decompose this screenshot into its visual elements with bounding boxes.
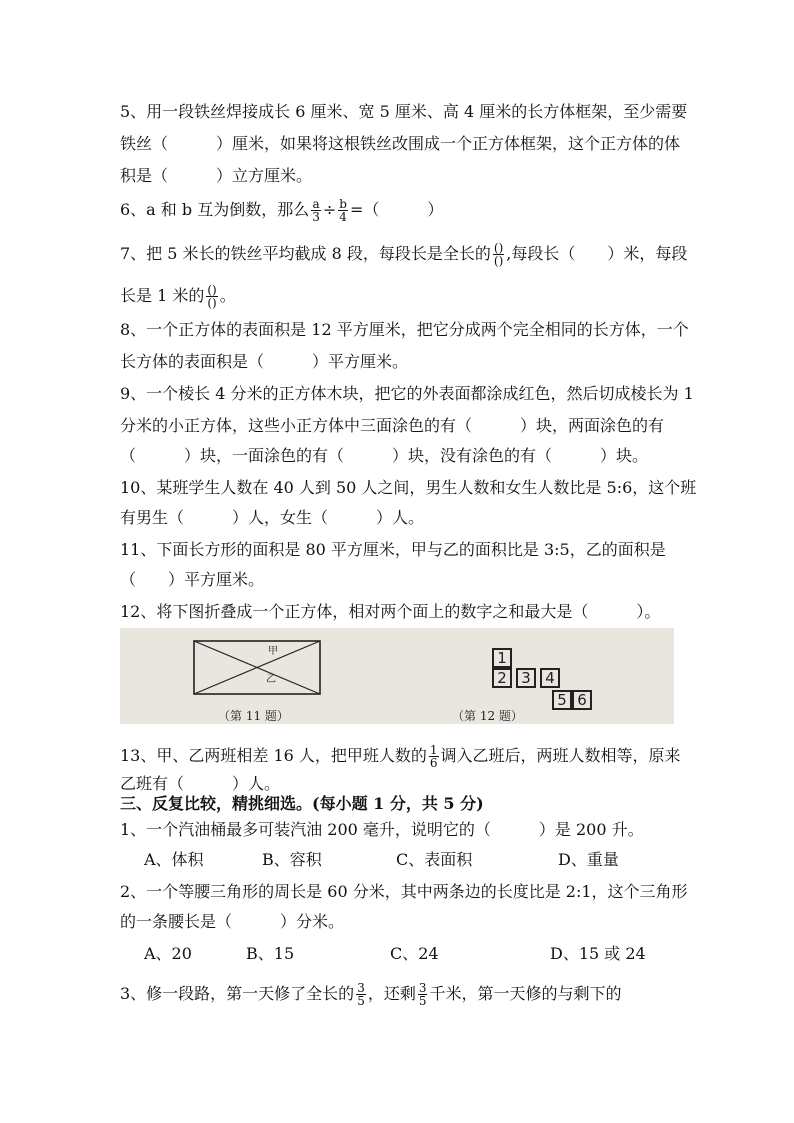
c3-frac-2-num: 3 <box>418 981 427 995</box>
c2-option-c: C、24 <box>390 944 439 963</box>
c3-pre: 3、修一段路，第一天修了全长的 <box>120 984 355 1003</box>
q6-op: ÷ <box>322 200 337 219</box>
q13-post: 调入乙班后，两班人数相等，原来 <box>440 746 681 765</box>
q13-frac-num: 1 <box>429 743 438 757</box>
c3-mid: ，还剩 <box>367 984 416 1003</box>
q13-line2: 乙班有（ ）人。 <box>120 774 281 793</box>
q9-line1: 9、一个棱长 4 分米的正方体木块，把它的外表面都涂成红色，然后切成棱长为 1 <box>120 384 694 403</box>
q12-line1: 12、将下图折叠成一个正方体，相对两个面上的数字之和最大是（ ）。 <box>120 602 661 621</box>
c2-option-b: B、15 <box>246 944 295 963</box>
net-cell-4: 4 <box>540 668 560 688</box>
c1-option-a: A、体积 <box>144 850 204 869</box>
q8-line1: 8、一个正方体的表面积是 12 平方厘米，把它分成两个完全相同的长方体，一个 <box>120 320 689 339</box>
q5-line3: 积是（ ）立方厘米。 <box>120 166 313 185</box>
c3-frac-1 <box>356 982 366 1007</box>
q11-yi-label: 乙 <box>266 674 276 685</box>
q6-frac-a <box>311 198 321 223</box>
section-3-title: 三、反复比较，精挑细选。(每小题 1 分，共 5 分) <box>120 794 484 813</box>
c3-frac-2-den: 5 <box>418 994 427 1008</box>
q9-line2: 分米的小正方体，这些小正方体中三面涂色的有（ ）块，两面涂色的有 <box>120 416 665 435</box>
q7-frac-2 <box>206 284 217 309</box>
q6-frac-a-den: 3 <box>312 210 320 224</box>
c2-option-a: A、20 <box>144 944 192 963</box>
q13-frac-den: 6 <box>429 756 438 770</box>
q6-frac-b-den: 4 <box>339 210 347 224</box>
q7-l2-post: 。 <box>219 286 236 305</box>
net-cell-6: 6 <box>572 690 592 710</box>
net-cell-1: 1 <box>492 648 512 668</box>
q10-line2: 有男生（ ）人，女生（ ）人。 <box>120 508 425 527</box>
q7-line2 <box>120 284 680 309</box>
q6-frac-b-num: b <box>339 197 347 211</box>
q11-line1: 11、下面长方形的面积是 80 平方厘米，甲与乙的面积比是 3:5，乙的面积是 <box>120 540 666 559</box>
q7-frac-1-den: () <box>493 254 504 268</box>
q5-line1: 5、用一段铁丝焊接成长 6 厘米、宽 5 厘米、高 4 厘米的长方体框架，至少需要 <box>120 102 688 121</box>
q8-line2: 长方体的表面积是（ ）平方厘米。 <box>120 352 409 371</box>
q7-post: ,每段长（ ）米，每段 <box>506 244 688 263</box>
net-cell-3: 3 <box>516 668 536 688</box>
q13-pre: 13、甲、乙两班相差 16 人，把甲班人数的 <box>120 746 427 765</box>
c3-post: 千米，第一天修的与剩下的 <box>429 984 622 1003</box>
q7-frac-2-den: () <box>207 296 217 310</box>
q13-frac <box>429 744 439 769</box>
q6-frac-b <box>338 198 348 223</box>
q11-jia-label: 甲 <box>268 646 278 657</box>
q6-post: =（ ） <box>349 200 444 219</box>
q11-line2: （ ）平方厘米。 <box>120 570 265 589</box>
q11-caption: （第 11 题） <box>218 709 289 723</box>
q7-line1 <box>120 241 688 268</box>
c2-line2: 的一条腰长是（ ）分米。 <box>120 912 345 931</box>
c3-frac-1-den: 5 <box>357 994 365 1008</box>
c1-option-b: B、容积 <box>262 850 322 869</box>
q12-caption: （第 12 题） <box>452 709 523 723</box>
net-cell-5: 5 <box>552 690 572 710</box>
c1-option-c: C、表面积 <box>396 850 473 869</box>
c3-frac-2 <box>418 982 428 1007</box>
q7-pre: 7、把 5 米长的铁丝平均截成 8 段，每段长是全长的 <box>120 244 491 263</box>
q6 <box>120 198 680 223</box>
q10-line1: 10、某班学生人数在 40 人到 50 人之间，男生人数和女生人数比是 5:6，这个班 <box>120 478 697 497</box>
q9-line3: （ ）块，一面涂色的有（ ）块，没有涂色的有（ ）块。 <box>120 446 649 465</box>
net-cell-2: 2 <box>492 668 512 688</box>
c1-line1: 1、一个汽油桶最多可装汽油 200 毫升，说明它的（ ）是 200 升。 <box>120 820 644 839</box>
c3-frac-1-num: 3 <box>357 981 365 995</box>
q7-frac-1 <box>493 242 504 267</box>
q6-frac-a-num: a <box>312 197 320 211</box>
q13-line1 <box>120 744 680 769</box>
q7-frac-2-num: () <box>207 283 217 297</box>
q5-line2: 铁丝（ ）厘米，如果将这根铁丝改围成一个正方体框架，这个正方体的体 <box>120 134 681 153</box>
c1-option-d: D、重量 <box>558 850 619 869</box>
c3-line1 <box>120 982 680 1007</box>
q7-frac-1-num: () <box>493 241 504 255</box>
q6-pre: 6、a 和 b 互为倒数，那么 <box>120 200 310 219</box>
c2-option-d: D、15 或 24 <box>550 944 646 963</box>
q11-q12-figure <box>120 628 674 724</box>
q7-l2-pre: 长是 1 米的 <box>120 286 205 305</box>
c2-line1: 2、一个等腰三角形的周长是 60 分米，其中两条边的长度比是 2:1，这个三角形 <box>120 882 688 901</box>
